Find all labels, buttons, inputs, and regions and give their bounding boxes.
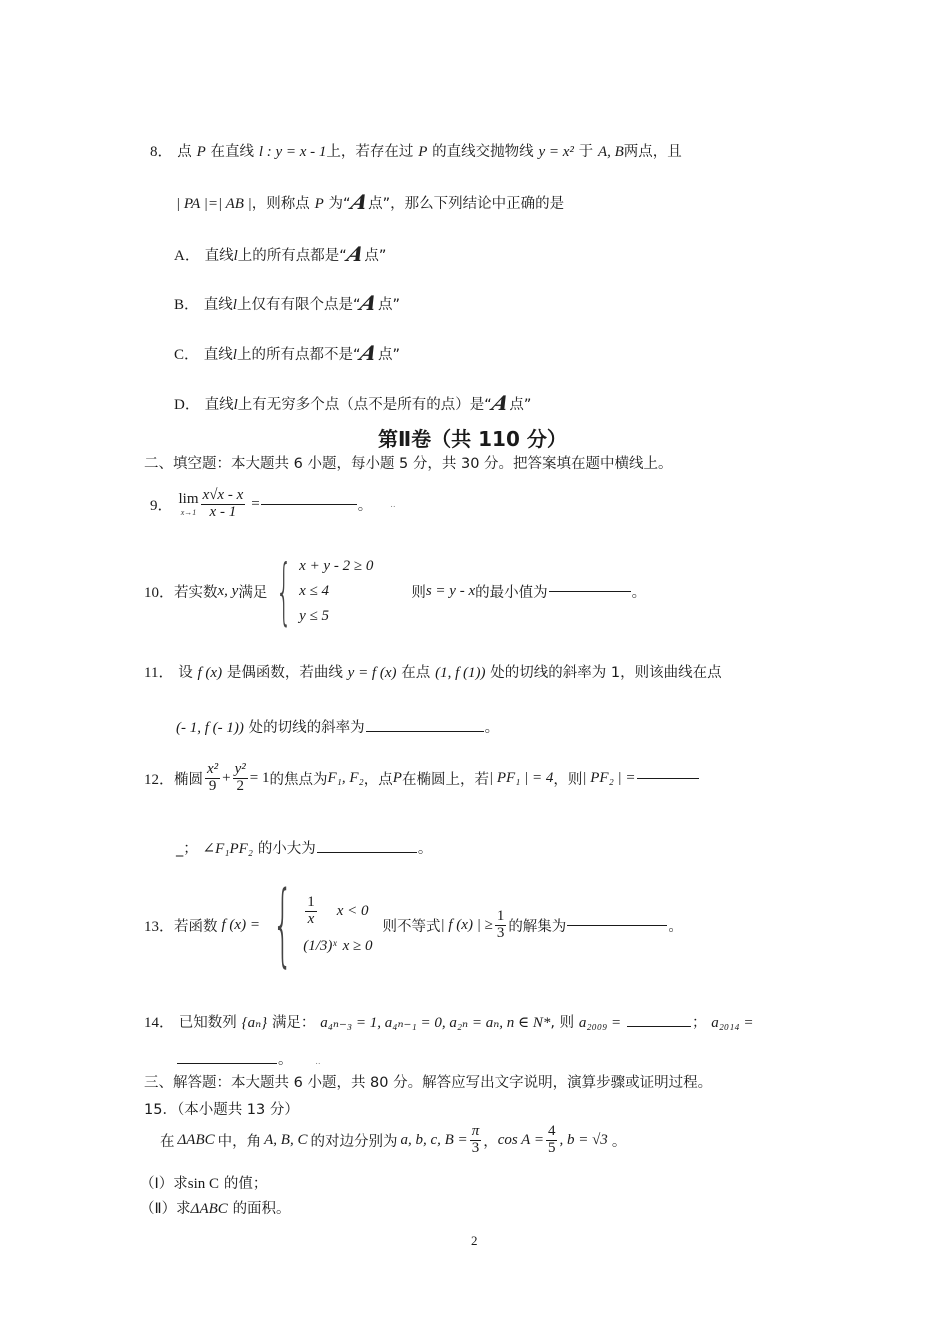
page-number: 2 — [471, 1233, 478, 1248]
question-12: 12． 椭圆 $\frac{\text{x²}}{9}$ + $\frac{\text{y²}}{2}$ = 1 的焦点为 F₁, F₂ ，点 P 在椭圆上，若 | PF₁ | = 4 ，则 | PF₂ | = — [144, 762, 700, 795]
question-15-part-2: （Ⅱ）求ΔABC 的面积。 — [140, 1201, 291, 1217]
question-13: 13． 若函数 f (x) = { $\frac{1}{x}$ x < 0 (1/3)ˣ x ≥ 0 则不等式 | f (x) | ≥ $\frac{1}{3}$ 的解集为 。 — [144, 872, 683, 977]
answer-blank[interactable] — [317, 851, 417, 853]
question-8-line2: | PA |=| AB |，则称点 P 为“A点”，那么下列结论中正确的是 — [176, 190, 565, 214]
question-number: 8． — [150, 144, 173, 160]
answer-blank[interactable] — [567, 924, 667, 926]
script-a-icon: A — [488, 391, 513, 415]
left-brace-icon: { — [276, 549, 293, 633]
question-9: 9． lim x→1 $\frac{x√x - x}{x - 1}$ = 。 ‥ — [150, 487, 396, 520]
part-2-title: 第Ⅱ卷（共 110 分） — [378, 427, 567, 451]
script-a-icon: A — [343, 242, 368, 266]
question-10: 10． 若实数 x, y 满足 { x + y - 2 ≥ 0 x ≤ 4 y ≤ 5 则 s = y - x 的最小值为 。 — [144, 549, 647, 633]
answer-blank[interactable] — [549, 590, 631, 592]
script-a-icon: A — [357, 291, 381, 315]
answer-blank[interactable] — [261, 503, 357, 505]
question-14: 14． 已知数列 {aₙ} 满足： a₄ₙ₋₃ = 1, a₄ₙ₋₁ = 0, a₂ₙ = aₙ, n ∈ N*, 则 a₂₀₀₉ = ； a₂₀₁₄ = — [144, 1015, 754, 1031]
limit-fraction: $\frac{x√x - x}{x - 1}$ — [202, 487, 244, 520]
constraint-system: { x + y - 2 ≥ 0 x ≤ 4 y ≤ 5 — [276, 549, 374, 633]
left-brace-icon: { — [272, 872, 293, 977]
answer-blank[interactable] — [177, 1062, 277, 1064]
question-15-header: 15．（本小题共 13 分） — [144, 1102, 299, 1118]
question-11: 11． 设 f (x) 是偶函数，若曲线 y = f (x) 在点 (1, f (1)) 处的切线的斜率为 1，则该曲线在点 — [144, 665, 722, 681]
section-fill-in-heading: 二、填空题：本大题共 6 小题，每小题 5 分，共 30 分。把答案填在题中横线上。 — [144, 456, 673, 472]
question-15-part-1: （I）求sin C 的值； — [140, 1176, 268, 1192]
question-15-stem: 在 ΔABC 中，角 A, B, C 的对边分别为 a, b, c, B = $\frac{\pi}{3}$ ， cos A = $\frac{4}{5}$ , b = √3 。 — [160, 1123, 627, 1156]
option-d: D． 直线l上有无穷多个点（点不是所有的点）是“A点” — [174, 391, 532, 415]
option-c: C． 直线l上的所有点都不是“A点” — [174, 341, 401, 365]
piecewise-function: { $\frac{1}{x}$ x < 0 (1/3)ˣ x ≥ 0 — [272, 872, 373, 977]
answer-blank[interactable] — [637, 777, 699, 779]
answer-blank[interactable] — [627, 1025, 691, 1027]
option-b: B． 直线l上仅有有限个点是“A点” — [174, 291, 401, 315]
section-solve-heading: 三、解答题：本大题共 6 小题，共 80 分。解答应写出文字说明，演算步骤或证明过程。 — [144, 1075, 713, 1091]
question-11-line2: (- 1, f (- 1)) 处的切线的斜率为 。 — [176, 720, 500, 736]
option-a: A． 直线l上的所有点都是“A点” — [174, 242, 387, 266]
script-a-icon: A — [347, 190, 371, 214]
question-14-line2: 。 ‥ — [176, 1048, 321, 1069]
answer-blank[interactable] — [366, 730, 484, 732]
limit-operator: lim x→1 — [178, 491, 199, 518]
question-8: 8． 点 P 在直线 l : y = x - 1上，若存在过 P 的直线交抛物线 y = x² 于 A, B两点，且 — [150, 144, 682, 160]
script-a-icon: A — [357, 341, 381, 365]
question-12-line2: _； ∠F₁PF₂ 的小大为 。 — [176, 841, 433, 857]
